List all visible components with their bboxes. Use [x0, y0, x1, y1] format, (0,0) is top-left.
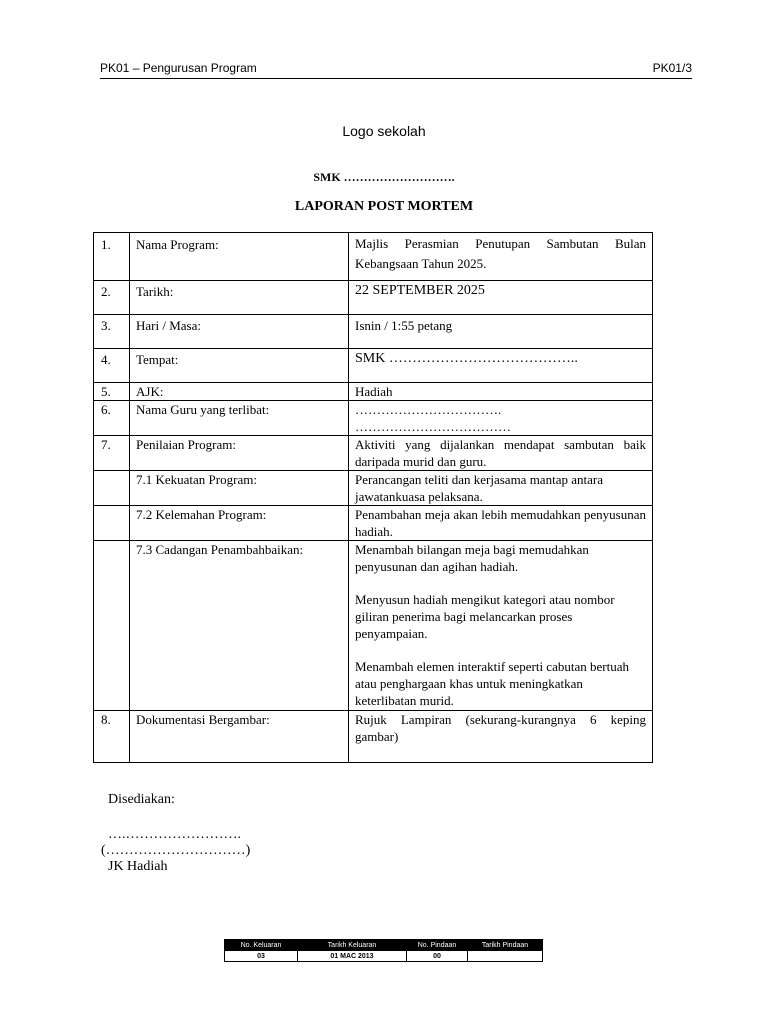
row-number: 1.	[94, 233, 130, 281]
footer-header-row	[225, 940, 543, 951]
row-number-empty	[94, 541, 130, 711]
row-number-empty	[94, 506, 130, 541]
row-label: Tempat:	[130, 349, 349, 383]
footer-header-cell: No. Pindaan	[407, 940, 468, 951]
logo-placeholder: Logo sekolah	[342, 123, 426, 139]
footer-value-row	[225, 951, 543, 962]
row-label: 7.3 Cadangan Penambahbaikan:	[130, 541, 349, 711]
footer-value-cell	[468, 951, 543, 962]
row-value	[349, 541, 653, 711]
table-row	[94, 436, 653, 471]
teacher-name-line-2: ………………………………	[355, 419, 511, 434]
row-label: Hari / Masa:	[130, 315, 349, 349]
row-label: Nama Guru yang terlibat:	[130, 401, 349, 436]
footer-header-cell: Tarikh Pindaan	[468, 940, 543, 951]
table-row	[94, 506, 653, 541]
signature-dots: ….…………………….	[108, 827, 241, 842]
row-value: Majlis Perasmian Penutupan Sambutan Bulan Kebangsaan Tahun 2025.	[349, 233, 653, 281]
table-row	[94, 471, 653, 506]
row-label: AJK:	[130, 383, 349, 401]
footer-header-cell: No. Keluaran	[225, 940, 298, 951]
row-label: Penilaian Program:	[130, 436, 349, 471]
school-name: SMK ……………………….	[313, 170, 455, 184]
row-number: 2.	[94, 281, 130, 315]
report-table	[93, 232, 653, 763]
header-right-text: PK01/3	[652, 61, 692, 75]
row-label: Tarikh:	[130, 281, 349, 315]
row-value: SMK …………………………………..	[349, 349, 653, 383]
table-row	[94, 315, 653, 349]
suggestion-1: Menambah bilangan meja bagi memudahkan penyusunan dan agihan hadiah.	[355, 542, 589, 574]
row-label: 7.1 Kekuatan Program:	[130, 471, 349, 506]
footer-value-cell: 03	[225, 951, 298, 962]
footer-value-cell: 00	[407, 951, 468, 962]
row-value: Penambahan meja akan lebih memudahkan penyusunan hadiah.	[349, 506, 653, 541]
table-row	[94, 711, 653, 763]
table-row	[94, 281, 653, 315]
row-label: Nama Program:	[130, 233, 349, 281]
signature-role: JK Hadiah	[108, 859, 168, 874]
row-value: Hadiah	[349, 383, 653, 401]
header-left-text: PK01 – Pengurusan Program	[100, 61, 257, 75]
suggestion-2: Menyusun hadiah mengikut kategori atau nombor giliran penerima bagi melancarkan proses penyampaian.	[355, 592, 615, 641]
table-row	[94, 349, 653, 383]
footer-header-cell: Tarikh Keluaran	[298, 940, 407, 951]
row-number: 7.	[94, 436, 130, 471]
row-label: 7.2 Kelemahan Program:	[130, 506, 349, 541]
documentation-line: Rujuk Lampiran (sekurang-kurangnya 6 keping gambar)	[355, 712, 646, 744]
row-number: 8.	[94, 711, 130, 763]
row-number: 4.	[94, 349, 130, 383]
row-label: Dokumentasi Bergambar:	[130, 711, 349, 763]
footer-value-cell: 01 MAC 2013	[298, 951, 407, 962]
row-number: 3.	[94, 315, 130, 349]
suggestion-3: Menambah elemen interaktif seperti cabutan bertuah atau penghargaan khas untuk meningkatkan keterlibatan murid.	[355, 659, 629, 708]
row-value	[349, 711, 653, 763]
table-row	[94, 541, 653, 711]
row-value: Perancangan teliti dan kerjasama mantap antara jawatankuasa pelaksana.	[349, 471, 653, 506]
table-row	[94, 401, 653, 436]
document-title: LAPORAN POST MORTEM	[294, 199, 474, 214]
row-number: 5.	[94, 383, 130, 401]
teacher-name-line-1: …………………………….	[355, 402, 502, 417]
row-number: 6.	[94, 401, 130, 436]
row-value: Isnin / 1:55 petang	[349, 315, 653, 349]
signature-name: (…………………………)	[101, 843, 251, 858]
row-value: 22 SEPTEMBER 2025	[349, 281, 653, 315]
prepared-label: Disediakan:	[108, 792, 175, 807]
page-header	[100, 61, 692, 79]
row-number-empty	[94, 471, 130, 506]
table-row	[94, 233, 653, 281]
footer-issue-table	[224, 939, 543, 962]
row-value	[349, 401, 653, 436]
row-value: Aktiviti yang dijalankan mendapat sambutan baik daripada murid dan guru.	[349, 436, 653, 471]
table-row	[94, 383, 653, 401]
